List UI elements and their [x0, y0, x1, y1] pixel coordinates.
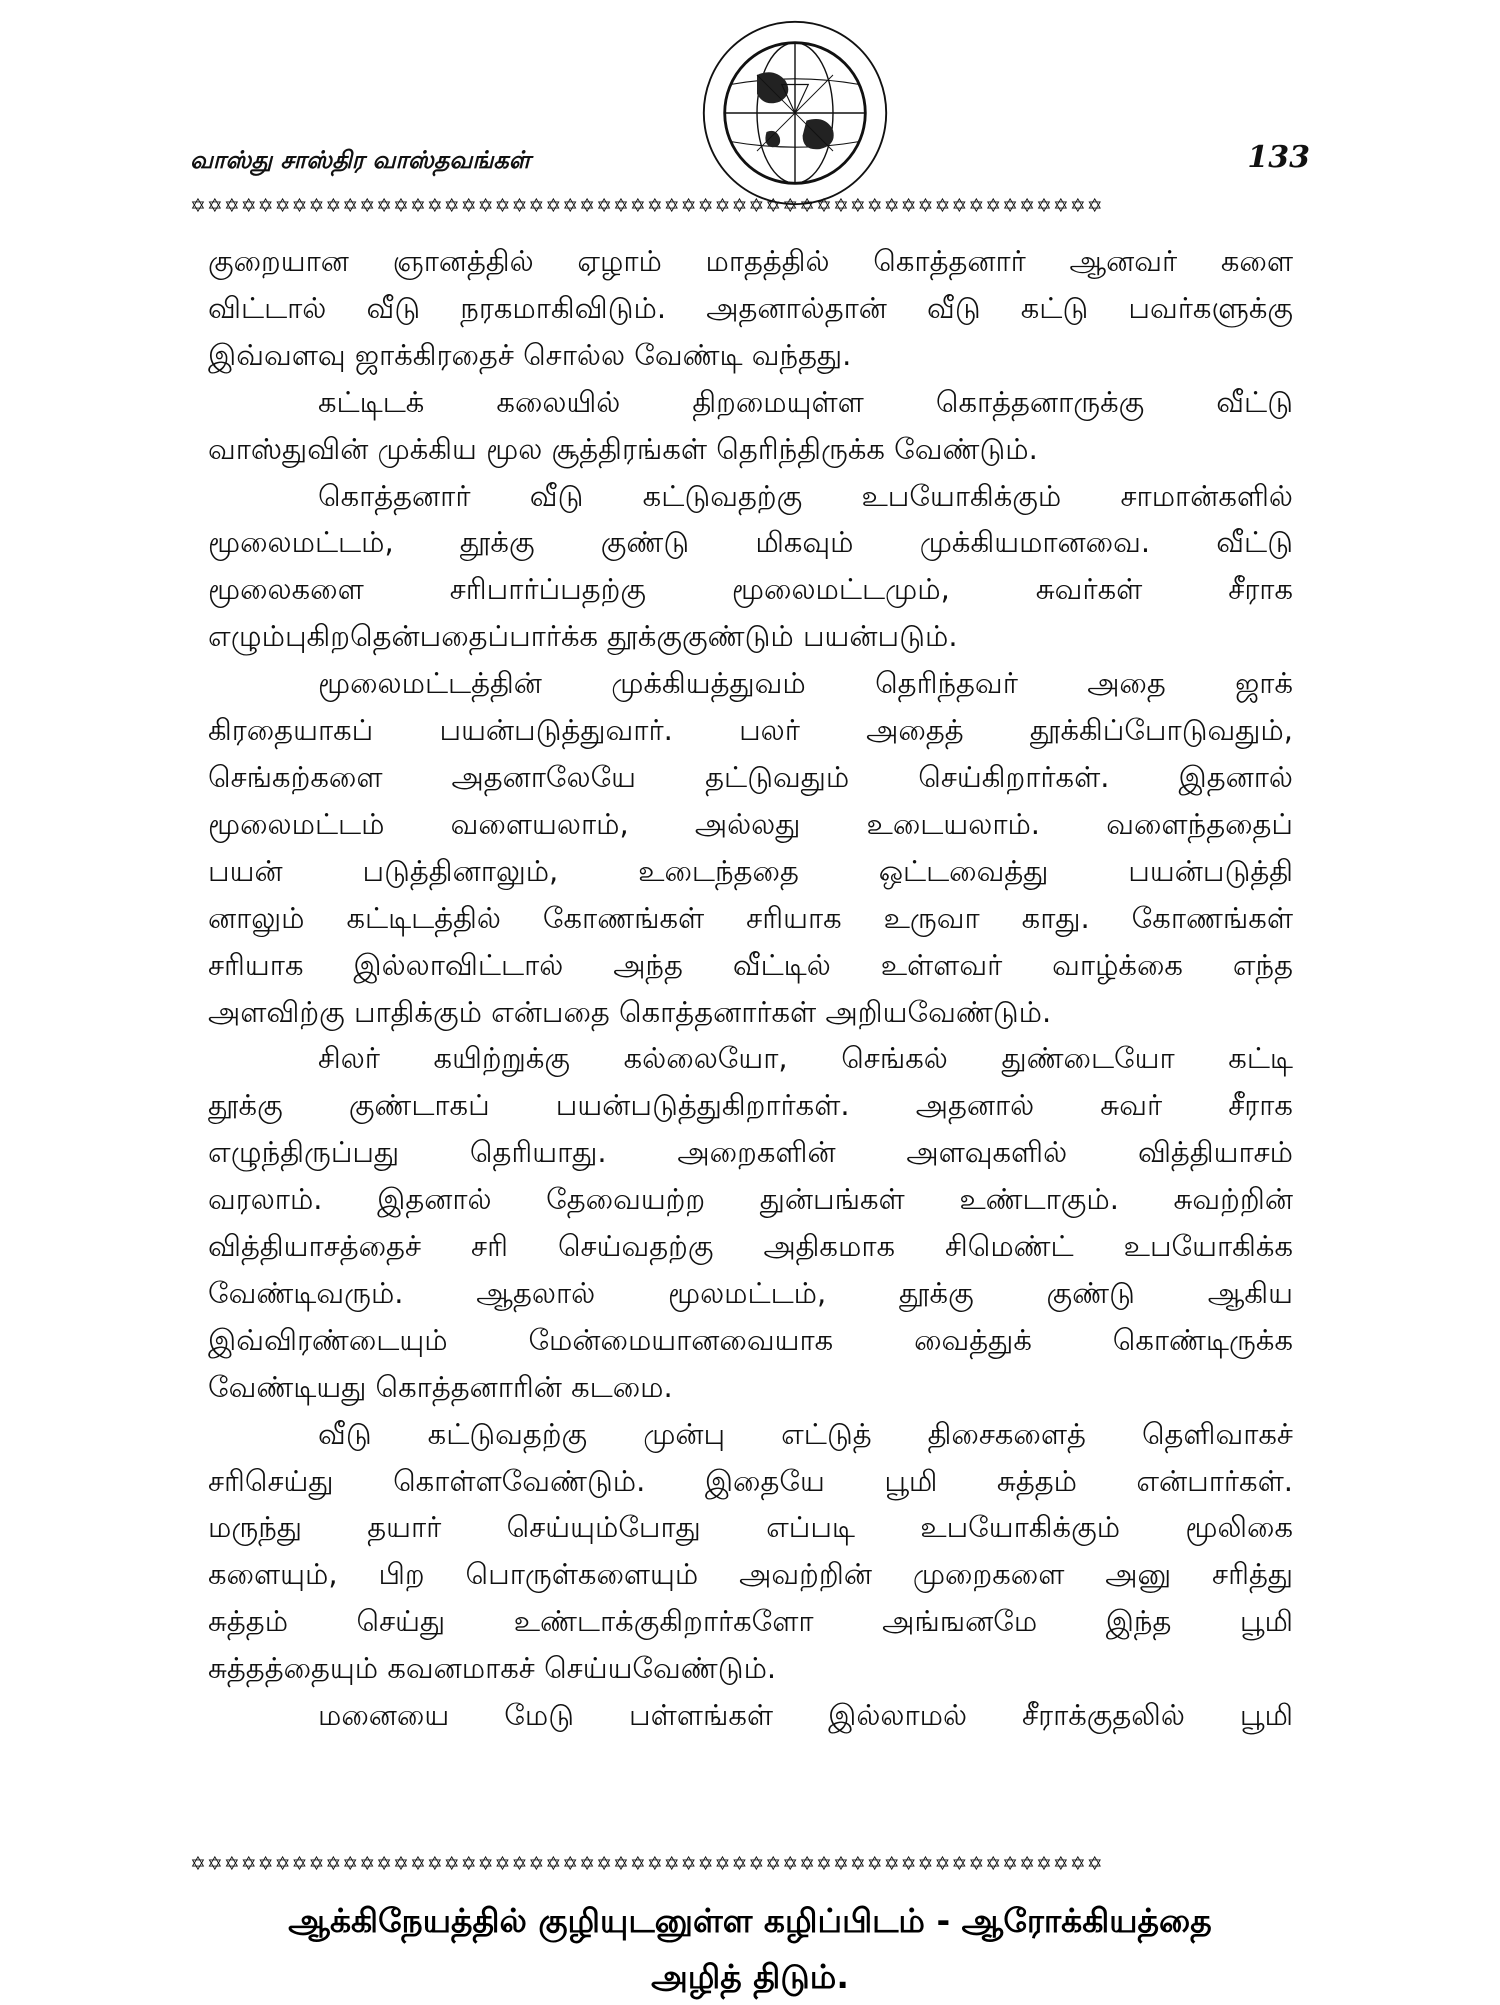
text-line: விட்டால் வீடு நரகமாகிவிடும். அதனால்தான் வீடு கட்டு பவர்களுக்கு	[208, 290, 1293, 325]
book-title: வாஸ்து சாஸ்திர வாஸ்தவங்கள்	[190, 146, 531, 174]
text-line: கிரதையாகப் பயன்படுத்துவார். பலர் அதைத் தூக்கிப்போடுவதும்,	[208, 713, 1293, 748]
text-line: மூலைமட்டம் வளையலாம், அல்லது உடையலாம். வளைந்ததைப்	[208, 806, 1293, 841]
text-line: மூலைமட்டம், தூக்கு குண்டு மிகவும் முக்கியமானவை. வீட்டு	[208, 525, 1293, 560]
footer-line: ஆக்கிநேயத்தில் குழியுடனுள்ள கழிப்பிடம் - ஆரோக்கியத்தை	[288, 1901, 1212, 1940]
text-line: அளவிற்கு பாதிக்கும் என்பதை கொத்தனார்கள் அறியவேண்டும்.	[208, 994, 1052, 1029]
text-line: சுத்தத்தையும் கவனமாகச் செய்யவேண்டும்.	[208, 1651, 777, 1686]
text-line: பயன் படுத்தினாலும், உடைந்ததை ஒட்டவைத்து பயன்படுத்தி	[208, 853, 1293, 888]
text-line: சிலர் கயிற்றுக்கு கல்லையோ, செங்கல் துண்டையோ கட்டி	[318, 1041, 1293, 1076]
text-line: வாஸ்துவின் முக்கிய மூல சூத்திரங்கள் தெரிந்திருக்க வேண்டும்.	[208, 431, 1038, 466]
ornamental-border-bottom: ✡✡✡✡✡✡✡✡✡✡✡✡✡✡✡✡✡✡✡✡✡✡✡✡✡✡✡✡✡✡✡✡✡✡✡✡✡✡✡✡✡✡✡✡✡✡✡✡✡✡✡✡✡✡	[190, 1853, 1104, 1875]
text-line: னாலும் கட்டிடத்தில் கோணங்கள் சரியாக உருவா காது. கோணங்கள்	[208, 900, 1293, 935]
text-line: வீடு கட்டுவதற்கு முன்பு எட்டுத் திசைகளைத் தெளிவாகச்	[318, 1416, 1293, 1451]
footer-line: அழித் திடும்.	[651, 1957, 849, 1996]
text-line: கட்டிடக் கலையில் திறமையுள்ள கொத்தனாருக்கு வீட்டு	[318, 384, 1293, 419]
text-line: சுத்தம் செய்து உண்டாக்குகிறார்களோ அங்ஙனமே இந்த பூமி	[208, 1604, 1293, 1639]
text-line: எழும்புகிறதென்பதைப்பார்க்க தூக்குகுண்டும் பயன்படும்.	[208, 619, 958, 654]
text-line: வேண்டியது கொத்தனாரின் கடமை.	[208, 1369, 673, 1404]
text-line: வித்தியாசத்தைச் சரி செய்வதற்கு அதிகமாக சிமெண்ட் உபயோகிக்க	[208, 1229, 1293, 1264]
text-line: மூலைமட்டத்தின் முக்கியத்துவம் தெரிந்தவர் அதை ஜாக்	[318, 666, 1293, 701]
body-text	[208, 238, 1293, 1739]
text-line: தூக்கு குண்டாகப் பயன்படுத்துகிறார்கள். அதனால் சுவர் சீராக	[208, 1088, 1293, 1123]
text-line: வேண்டிவரும். ஆதலால் மூலமட்டம், தூக்கு குண்டு ஆகிய	[208, 1275, 1293, 1310]
text-line: இவ்வளவு ஜாக்கிரதைச் சொல்ல வேண்டி வந்தது.	[208, 337, 852, 372]
text-line: களையும், பிற பொருள்களையும் அவற்றின் முறைகளை அனு சரித்து	[208, 1557, 1293, 1592]
text-line: இவ்விரண்டையும் மேன்மையானவையாக வைத்துக் கொண்டிருக்க	[208, 1322, 1293, 1357]
text-line: வரலாம். இதனால் தேவையற்ற துன்பங்கள் உண்டாகும். சுவற்றின்	[208, 1182, 1293, 1217]
text-line: மனையை மேடு பள்ளங்கள் இல்லாமல் சீராக்குதலில் பூமி	[318, 1698, 1293, 1733]
text-line: மூலைகளை சரிபார்ப்பதற்கு மூலைமட்டமும், சுவர்கள் சீராக	[208, 572, 1293, 607]
text-line: செங்கற்களை அதனாலேயே தட்டுவதும் செய்கிறார்கள். இதனால்	[208, 759, 1293, 794]
text-line: எழுந்திருப்பது தெரியாது. அறைகளின் அளவுகளில் வித்தியாசம்	[208, 1135, 1293, 1170]
text-line: குறையான ஞானத்தில் ஏழாம் மாதத்தில் கொத்தனார் ஆனவர் களை	[208, 244, 1293, 278]
text-line: சரிசெய்து கொள்ளவேண்டும். இதையே பூமி சுத்தம் என்பார்கள்.	[208, 1463, 1293, 1498]
footer-proverb	[190, 1893, 1310, 2005]
text-line: மருந்து தயார் செய்யும்போது எப்படி உபயோகிக்கும் மூலிகை	[208, 1510, 1293, 1545]
text-line: சரியாக இல்லாவிட்டால் அந்த வீட்டில் உள்ளவர் வாழ்க்கை எந்த	[208, 947, 1293, 982]
text-line: கொத்தனார் வீடு கட்டுவதற்கு உபயோகிக்கும் சாமான்களில்	[318, 478, 1293, 513]
page-number: 133	[1247, 140, 1310, 175]
page-header	[190, 138, 1310, 180]
ornamental-border-top: ✡✡✡✡✡✡✡✡✡✡✡✡✡✡✡✡✡✡✡✡✡✡✡✡✡✡✡✡✡✡✡✡✡✡✡✡✡✡✡✡✡✡✡✡✡✡✡✡✡✡✡✡✡✡	[190, 195, 1104, 217]
